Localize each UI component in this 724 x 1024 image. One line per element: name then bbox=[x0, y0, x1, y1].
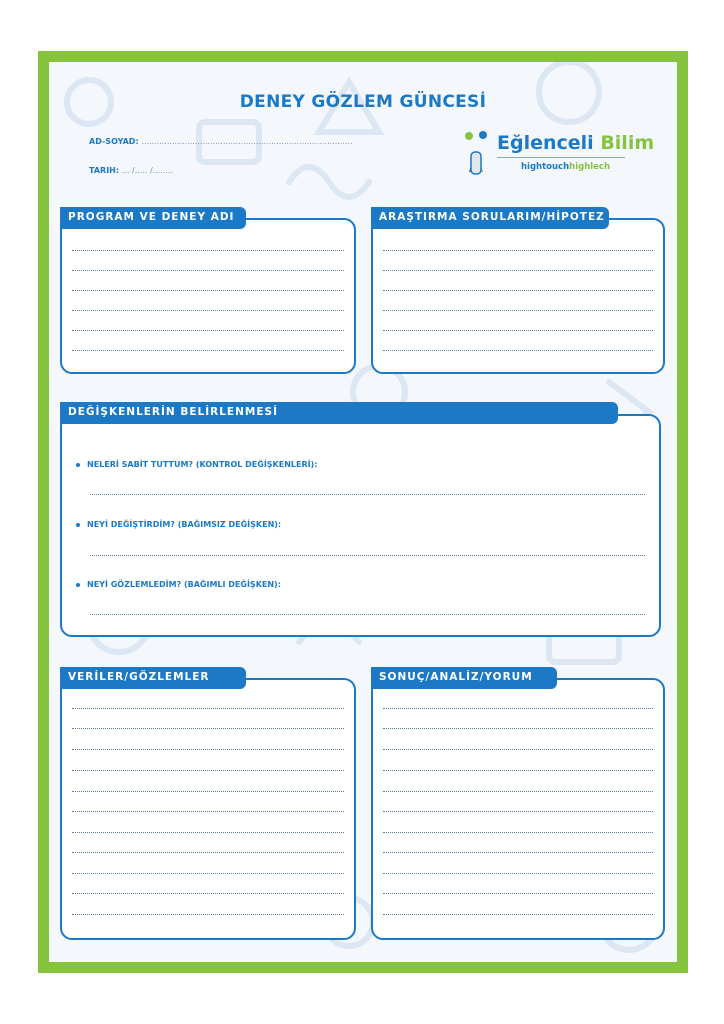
variables-box[interactable] bbox=[60, 414, 661, 637]
brand-wordmark: Eğlenceli Bilim bbox=[497, 132, 655, 154]
name-label: AD-SOYAD: bbox=[89, 137, 139, 146]
program-box[interactable] bbox=[60, 218, 356, 374]
answer-line-independent[interactable] bbox=[90, 555, 645, 556]
worksheet bbox=[49, 62, 677, 962]
name-field-row[interactable] bbox=[89, 137, 353, 146]
data-tab: VERİLER/GÖZLEMLER bbox=[60, 667, 246, 689]
brand-underline bbox=[497, 157, 625, 158]
result-box[interactable] bbox=[371, 678, 665, 940]
bullet-icon bbox=[76, 463, 80, 467]
bullet-icon bbox=[76, 583, 80, 587]
brand-tagline: hightouchhighlech bbox=[521, 162, 611, 172]
data-box[interactable] bbox=[60, 678, 356, 940]
date-blank[interactable]: ... /..... /........ bbox=[121, 166, 174, 175]
variables-tab: DEĞİŞKENLERİN BELİRLENMESİ bbox=[60, 402, 618, 424]
lab-flask-icon bbox=[459, 130, 493, 178]
question-dependent: NEYİ GÖZLEMLEDİM? (BAĞIMLI DEĞİŞKEN): bbox=[76, 580, 281, 589]
answer-line-controlled[interactable] bbox=[90, 494, 645, 495]
question-independent: NEYİ DEĞİŞTİRDİM? (BAĞIMSIZ DEĞİŞKEN): bbox=[76, 520, 281, 529]
name-blank[interactable]: ................................................................................... bbox=[141, 137, 353, 146]
bullet-icon bbox=[76, 523, 80, 527]
research-box[interactable] bbox=[371, 218, 665, 374]
date-label: TARIH: bbox=[89, 166, 120, 175]
date-field-row[interactable] bbox=[89, 166, 173, 175]
question-controlled: NELERİ SABİT TUTTUM? (KONTROL DEĞİŞKENLERİ): bbox=[76, 460, 317, 469]
answer-line-dependent[interactable] bbox=[90, 614, 645, 615]
brand-logo bbox=[459, 130, 655, 178]
result-tab: SONUÇ/ANALİZ/YORUM bbox=[371, 667, 557, 689]
page-title: DENEY GÖZLEM GÜNCESİ bbox=[239, 92, 487, 112]
research-tab: ARAŞTIRMA SORULARIM/HİPOTEZ bbox=[371, 207, 609, 229]
program-tab: PROGRAM VE DENEY ADI bbox=[60, 207, 246, 229]
